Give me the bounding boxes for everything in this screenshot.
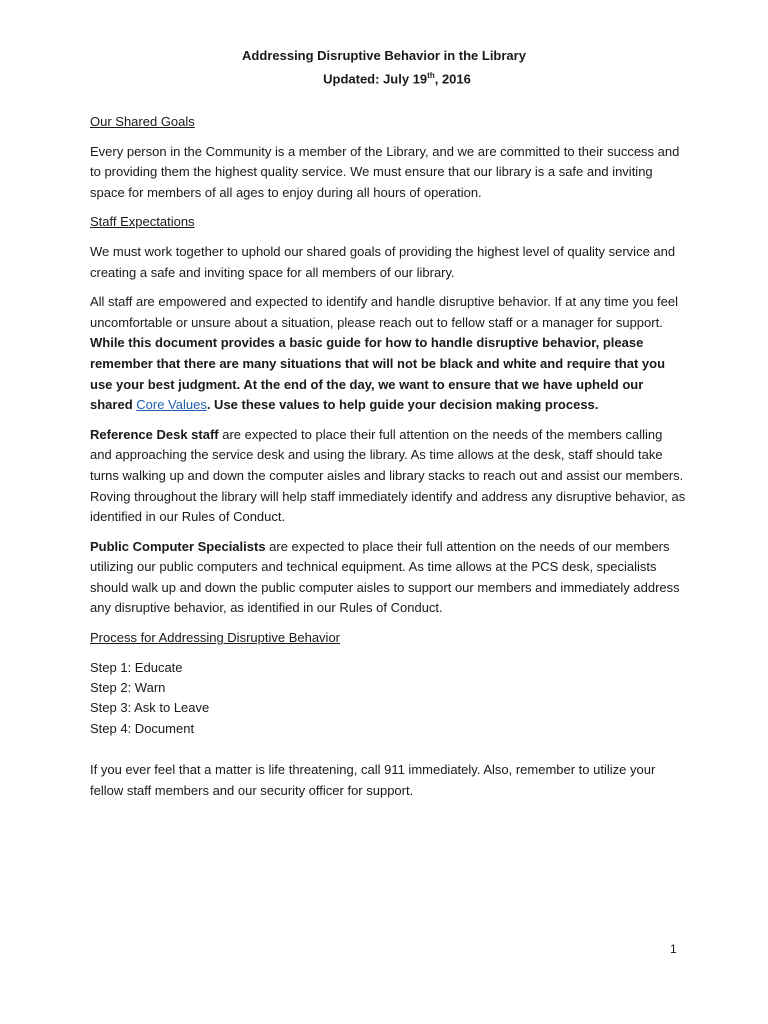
step-item: Step 1: Educate xyxy=(90,659,183,675)
paragraph-shared-goals: Every person in the Community is a member of the Library, and we are committed to their success and to providing them the highest quality service. We must ensure that our library is a safe and inviting space for members of all ages to enjoy during all hours of operation. xyxy=(90,143,680,200)
step-item: Step 4: Document xyxy=(90,720,195,736)
paragraph-public-computer: Public Computer Specialists are expected to place their full attention on the needs of our members utilizing our public computers and technical equipment. As time allows at the PCS desk, specialists should walk up and down the public computer aisles to support our members and immediately address any disruptive behavior, as identified in our Rules of Conduct. xyxy=(90,538,680,616)
paragraph-closing: If you ever feel that a matter is life threatening, call 911 immediately. Also, remember to utilize your fellow staff members and our security officer for support. xyxy=(90,762,656,798)
title-updated: Updated: July 19th, 2016 xyxy=(323,71,471,87)
heading-shared-goals: Our Shared Goals xyxy=(90,114,195,129)
title-main: Addressing Disruptive Behavior in the Library xyxy=(242,48,526,63)
heading-process: Process for Addressing Disruptive Behavior xyxy=(90,630,341,646)
step-item: Step 3: Ask to Leave xyxy=(90,700,210,716)
document-body xyxy=(90,112,686,810)
core-values-link[interactable]: Core Values xyxy=(136,397,207,413)
paragraph-reference-desk: Reference Desk staff are expected to place their full attention on the needs of the members calling and approaching the service desk and using the library. As time allows at the desk, staff should take turns walking up and down the computer aisles and library stacks to reach out and assist our members. Roving throughout the library will help staff immediately identify and address any disruptive behavior, as identified in our Rules of Conduct. xyxy=(90,426,686,525)
step-item: Step 2: Warn xyxy=(90,680,166,696)
paragraph-empowerment: All staff are empowered and expected to identify and handle disruptive behavior. If at any time you feel uncomfortable or unsure about a situation, please reach out to fellow staff or a manager for support. While this document provides a basic guide for how to handle disruptive behavior, please remember that there are many situations that will not be black and white and require that you use your best judgment. At the end of the day, we want to ensure that we have upheld our shared Core Values. Use these values to help guide your decision making process. xyxy=(90,294,679,413)
page-number: 1 xyxy=(670,942,677,956)
heading-staff-expectations: Staff Expectations xyxy=(90,214,195,230)
paragraph-staff-expectations: We must work together to uphold our shared goals of providing the highest level of quality service and creating a safe and inviting space for all members of our library. xyxy=(90,243,676,280)
document-title xyxy=(0,46,768,89)
steps-list xyxy=(90,658,686,740)
